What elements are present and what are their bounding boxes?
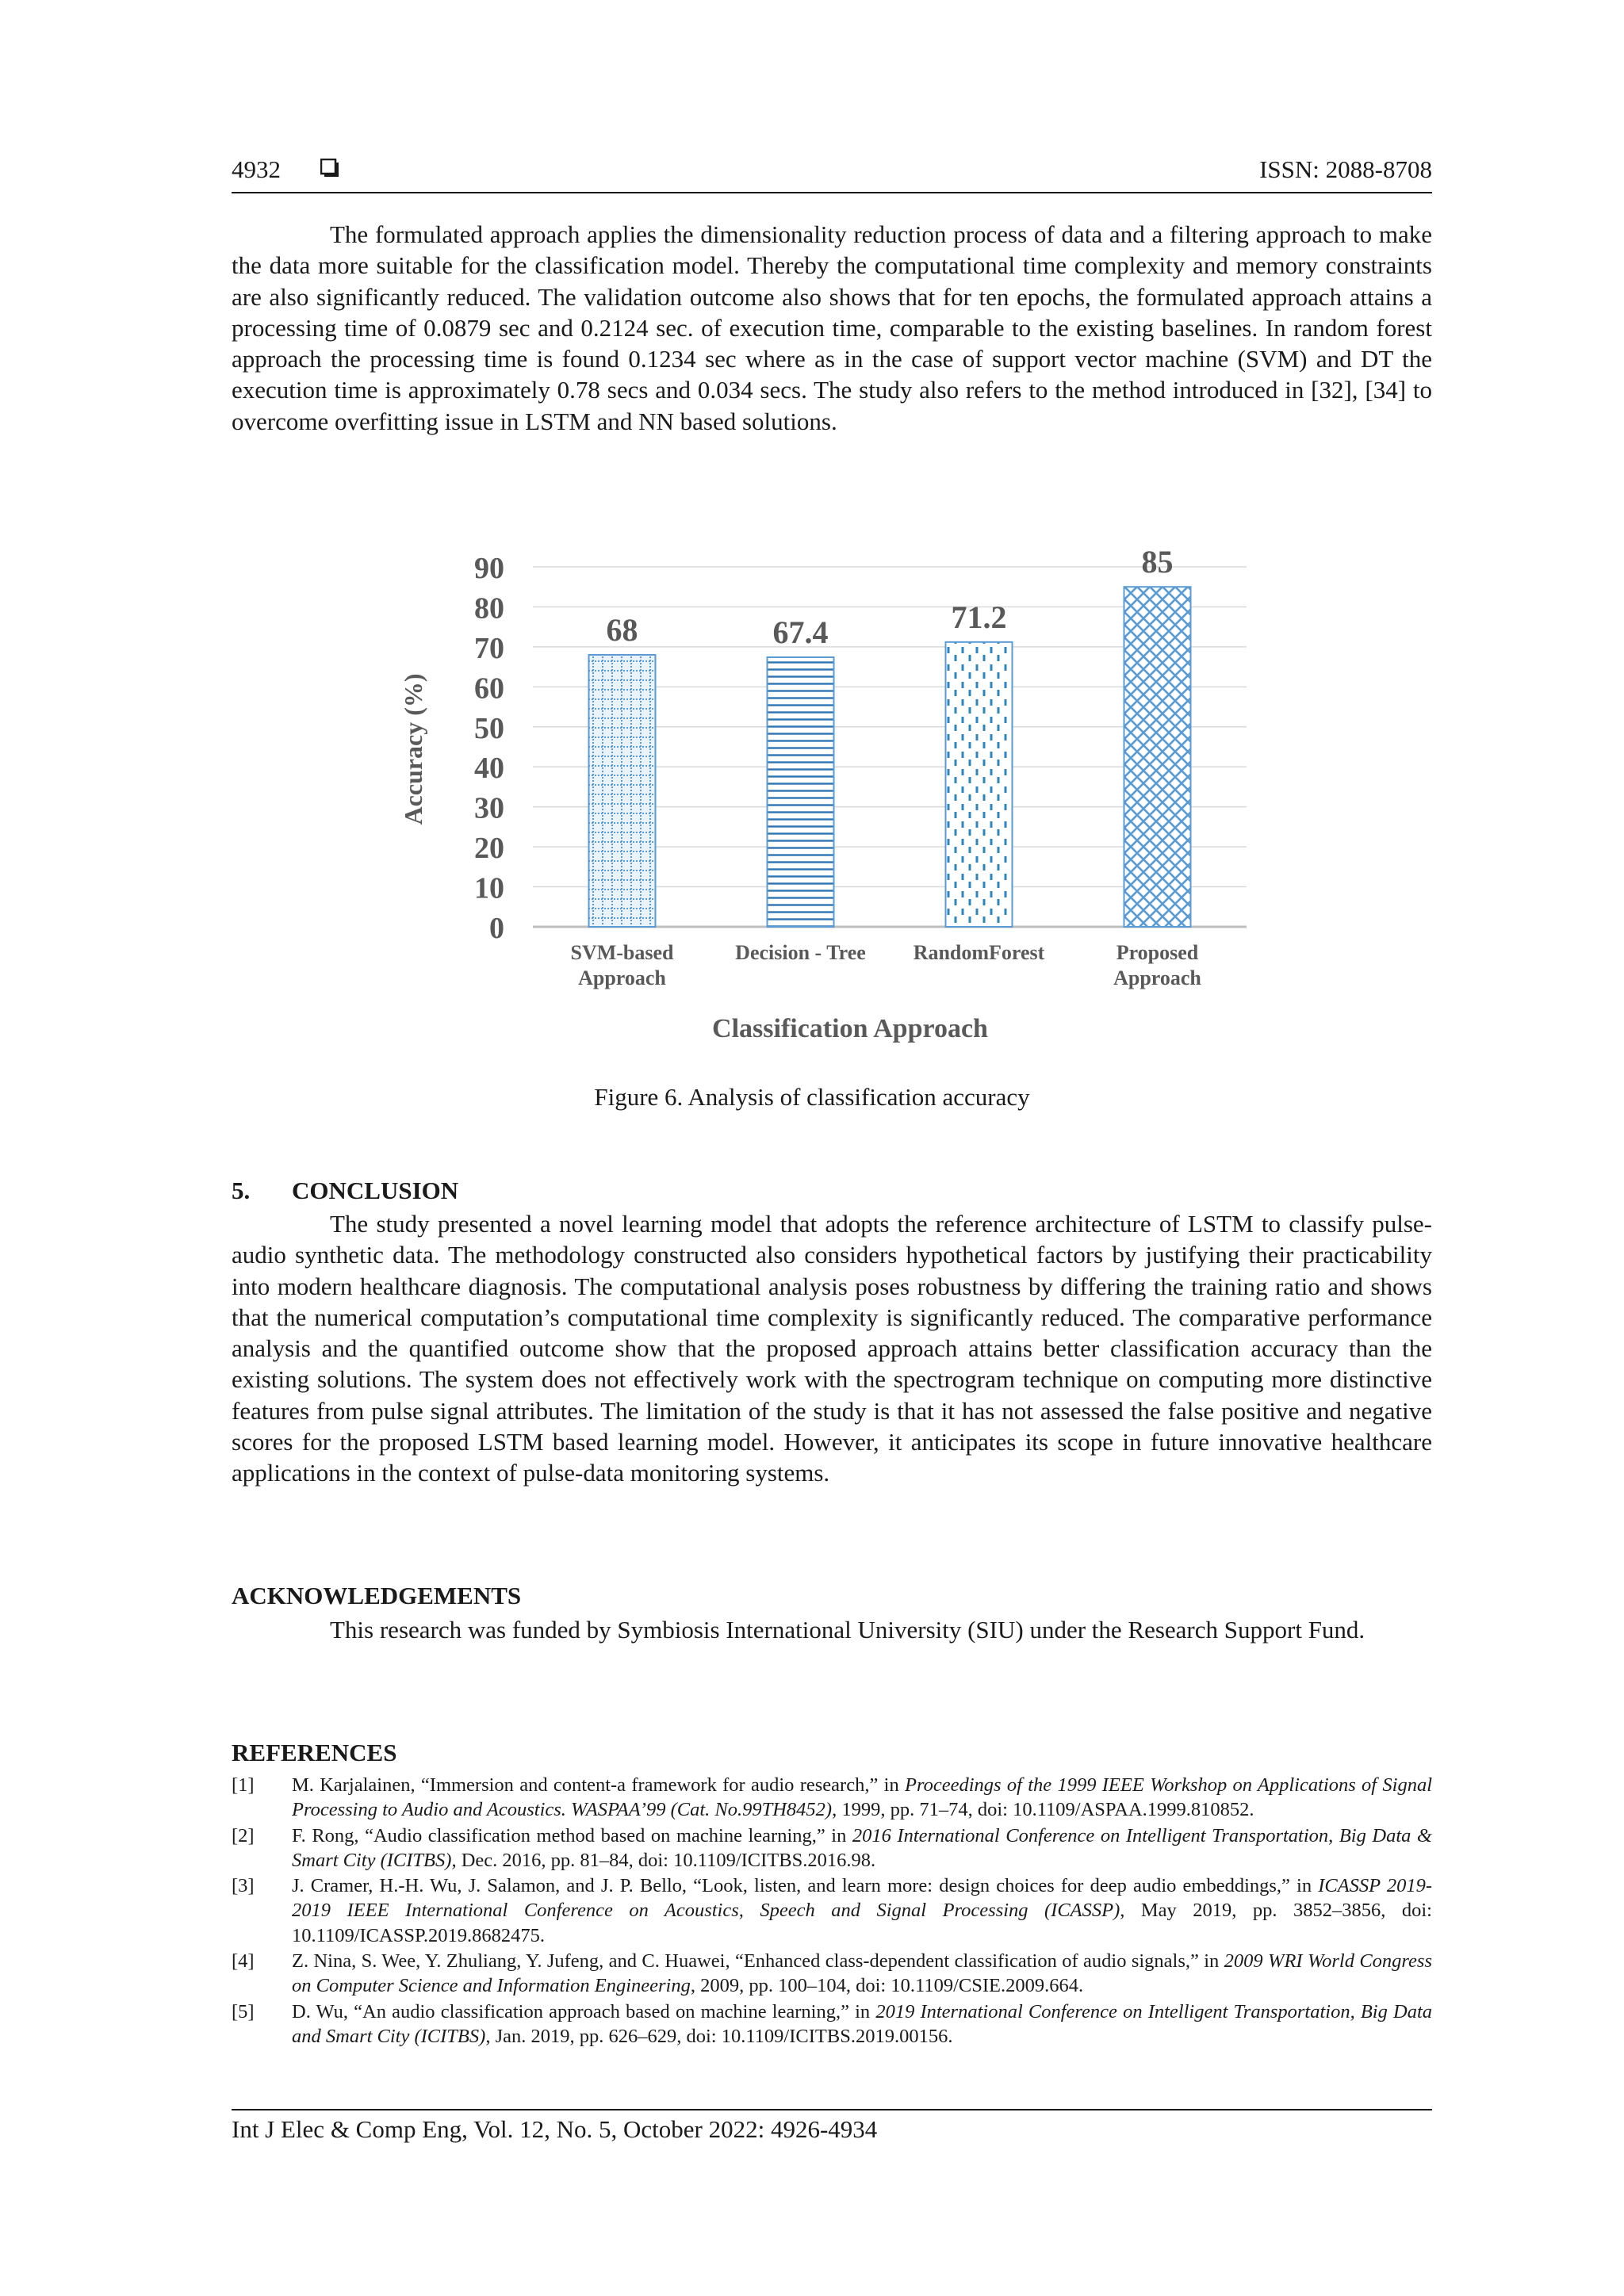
reference-details: , 1999, pp. 71–74, doi: 10.1109/ASPAA.1999.810852. bbox=[832, 1799, 1254, 1821]
x-category-label: SVM-based bbox=[570, 941, 674, 964]
header-rule bbox=[232, 192, 1432, 193]
reference-authors-title: M. Karjalainen, “Immersion and content-a framework for audio research,” in bbox=[292, 1774, 905, 1796]
x-category-label: Approach bbox=[1113, 966, 1201, 989]
reference-details: , Dec. 2016, pp. 81–84, doi: 10.1109/ICITBS.2016.98. bbox=[451, 1849, 876, 1871]
y-tick-label: 70 bbox=[474, 631, 504, 665]
footer-rule bbox=[232, 2109, 1432, 2110]
reference-venue: Proceedings of the 1999 IEEE Workshop on Applications of Signal Processing to Audio and Acoustics. WASPAA’99 (Cat. No.99TH8452) bbox=[292, 1774, 1432, 1821]
journal-footer: Int J Elec & Comp Eng, Vol. 12, No. 5, October 2022: 4926-4934 bbox=[232, 2115, 878, 2143]
y-tick-label: 20 bbox=[474, 832, 504, 866]
bar-value-label: 71.2 bbox=[951, 599, 1007, 635]
figure-caption: Figure 6. Analysis of classification accuracy bbox=[594, 1083, 1030, 1111]
y-tick-labels bbox=[474, 552, 504, 945]
reference-item bbox=[232, 1949, 1432, 1999]
conclusion-paragraph: The study presented a novel learning model that adopts the reference architecture of LSTM to classify pulse-audio synthetic data. The methodology constructed also considers hypothetical factors by justifying their practicability into modern healthcare diagnosis. The computational analysis poses robustness by differing the training ratio and shows that the numerical computation’s computational time complexity is significantly reduced. The comparative performance analysis and the quantified outcome show that the proposed approach attains better classification accuracy than the existing solutions. The system does not effectively work with the spectrogram technique on computing more distinctive features from pulse signal attributes. The limitation of the study is that it has not assessed the false positive and negative scores for the proposed LSTM based learning model. However, it anticipates its scope in future innovative healthcare applications in the context of pulse-data monitoring systems. bbox=[232, 1210, 1432, 1487]
reference-details: , May 2019, pp. 3852–3856, doi: 10.1109/ICASSP.2019.8682475. bbox=[292, 1900, 1432, 1946]
y-tick-label: 30 bbox=[474, 791, 504, 825]
y-tick-label: 50 bbox=[474, 711, 504, 745]
reference-venue: 2009 WRI World Congress on Computer Science and Information Engineering bbox=[292, 1950, 1432, 1997]
section-heading-references: REFERENCES bbox=[232, 1739, 397, 1766]
y-tick-label: 90 bbox=[474, 552, 504, 585]
section-title: CONCLUSION bbox=[292, 1177, 459, 1204]
reference-number: [4] bbox=[232, 1950, 255, 1973]
issn: ISSN: 2088-8708 bbox=[1259, 155, 1432, 183]
reference-authors-title: J. Cramer, H.-H. Wu, J. Salamon, and J. P. Bello, “Look, listen, and learn more: design choices for deep audio embeddings,” in bbox=[292, 1875, 1319, 1897]
bar-value-label: 85 bbox=[1141, 544, 1174, 580]
y-tick-label: 80 bbox=[474, 591, 504, 626]
reference-venue: 2019 International Conference on Intelligent Transportation, Big Data and Smart City (ICITBS) bbox=[292, 2000, 1433, 2047]
bar bbox=[946, 642, 1013, 927]
y-tick-label: 10 bbox=[474, 871, 504, 905]
acknowledgements-paragraph: This research was funded by Symbiosis International University (SIU) under the Research Support Fund. bbox=[330, 1616, 1365, 1644]
y-tick-label: 0 bbox=[489, 912, 504, 945]
reference-item bbox=[232, 1873, 1432, 1948]
ballot-box-icon bbox=[320, 159, 339, 178]
reference-authors-title: D. Wu, “An audio classification approach based on machine learning,” in bbox=[292, 2000, 876, 2022]
reference-venue: ICASSP 2019-2019 IEEE International Conference on Acoustics, Speech and Signal Processing (ICASSP) bbox=[292, 1875, 1432, 1922]
x-category-label: RandomForest bbox=[913, 941, 1045, 964]
y-axis-label: Accuracy (%) bbox=[399, 673, 427, 825]
y-tick-label: 40 bbox=[474, 752, 504, 786]
reference-number: [1] bbox=[232, 1774, 255, 1796]
x-category-label: Decision - Tree bbox=[735, 941, 866, 964]
reference-authors-title: F. Rong, “Audio classification method based on machine learning,” in bbox=[292, 1824, 852, 1846]
accuracy-bar-chart bbox=[389, 523, 1277, 1047]
reference-number: [3] bbox=[232, 1875, 255, 1897]
page-number: 4932 bbox=[232, 155, 281, 183]
reference-item bbox=[232, 1823, 1432, 1873]
section-heading-acknowledgements: ACKNOWLEDGEMENTS bbox=[232, 1582, 522, 1609]
bar bbox=[768, 657, 834, 927]
x-category-labels bbox=[570, 941, 1201, 989]
reference-number: [5] bbox=[232, 2000, 255, 2022]
reference-venue: 2016 International Conference on Intelligent Transportation, Big Data & Smart City (ICITBS) bbox=[292, 1824, 1432, 1871]
bar bbox=[1124, 587, 1191, 927]
x-category-label: Approach bbox=[578, 966, 666, 989]
section-number: 5. bbox=[232, 1177, 251, 1204]
body-paragraph: The formulated approach applies the dimensionality reduction process of data and a filtering approach to make the data more suitable for the classification model. Thereby the computational time complexity and memory constraints are also significantly reduced. The validation outcome also shows that for ten epochs, the formulated approach attains a processing time of 0.0879 sec and 0.2124 sec. of execution time, comparable to the existing baselines. In random forest approach the processing time is found 0.1234 sec where as in the case of support vector machine (SVM) and DT the execution time is approximately 0.78 secs and 0.034 secs. The study also refers to the method introduced in [32], [34] to overcome overfitting issue in LSTM and NN based solutions. bbox=[232, 220, 1432, 435]
reference-details: , 2009, pp. 100–104, doi: 10.1109/CSIE.2009.664. bbox=[690, 1975, 1084, 1997]
x-axis-label: Classification Approach bbox=[712, 1014, 988, 1043]
reference-authors-title: Z. Nina, S. Wee, Y. Zhuliang, Y. Jufeng, and C. Huawei, “Enhanced class-dependent classification of audio signals,” in bbox=[292, 1950, 1224, 1973]
reference-item bbox=[232, 1773, 1432, 1823]
reference-list bbox=[232, 1773, 1432, 2049]
bar-value-label: 68 bbox=[606, 611, 638, 648]
reference-item bbox=[232, 1999, 1432, 2049]
section-heading-conclusion bbox=[232, 1177, 458, 1205]
bar bbox=[589, 655, 656, 927]
x-category-label: Proposed bbox=[1116, 941, 1199, 964]
y-tick-label: 60 bbox=[474, 672, 504, 706]
reference-details: , Jan. 2019, pp. 626–629, doi: 10.1109/ICITBS.2019.00156. bbox=[485, 2025, 953, 2047]
bars bbox=[589, 544, 1191, 927]
bar-value-label: 67.4 bbox=[772, 614, 829, 651]
reference-number: [2] bbox=[232, 1824, 255, 1846]
